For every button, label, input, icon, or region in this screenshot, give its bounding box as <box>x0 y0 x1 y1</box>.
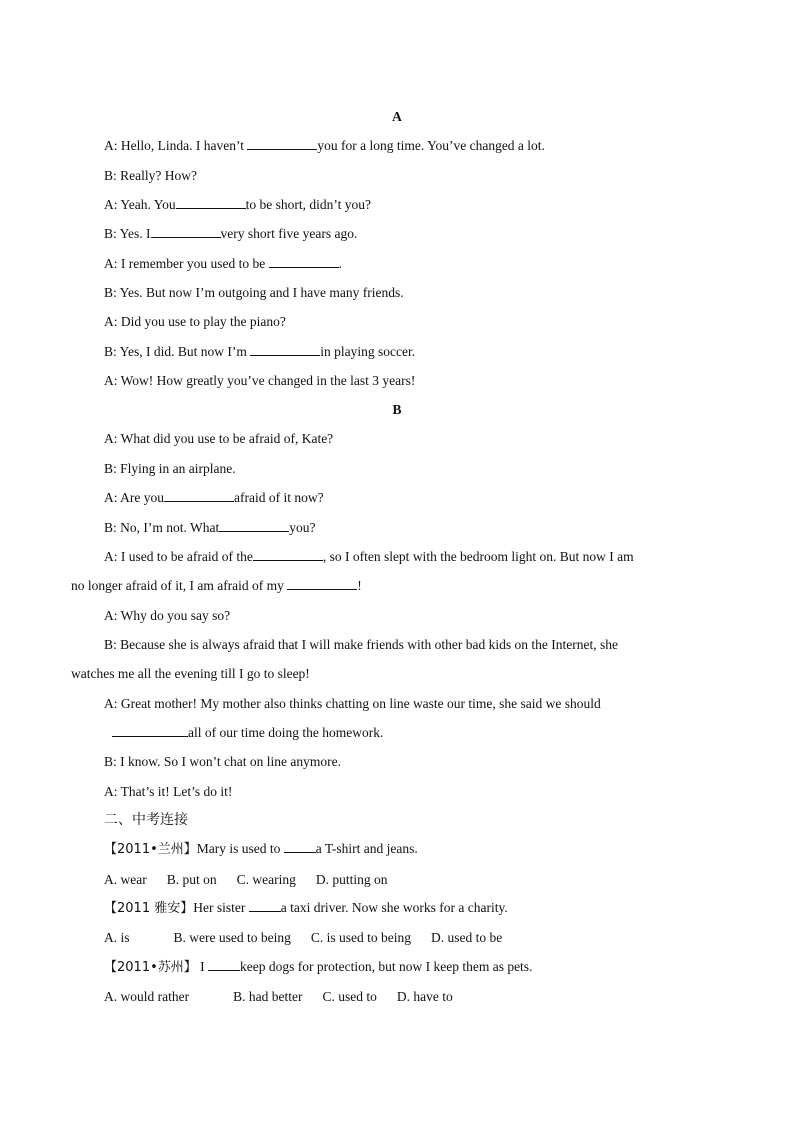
option-d[interactable]: D. putting on <box>315 872 388 887</box>
question-text: Mary is used to <box>196 841 284 856</box>
question-source: 【2011 雅安】 <box>104 901 194 916</box>
dialogue-text: to be short, didn’t you? <box>245 197 372 212</box>
dialogue-line: A: That’s it! Let’s do it! <box>104 784 233 799</box>
dialogue-text: . <box>338 256 342 271</box>
dialogue-text: very short five years ago. <box>220 226 358 241</box>
dialogue-line <box>104 489 324 507</box>
fill-blank[interactable] <box>250 343 320 356</box>
dialogue-text: A: Yeah. You <box>104 197 176 212</box>
dialogue-line: A: Did you use to play the piano? <box>104 314 286 329</box>
dialogue-text: you? <box>289 520 316 535</box>
question-2 <box>104 899 508 918</box>
dialogue-line: watches me all the evening till I go to sleep! <box>71 666 310 681</box>
fill-blank[interactable] <box>253 548 323 561</box>
fill-blank[interactable] <box>247 137 317 150</box>
dialogue-line <box>104 343 415 361</box>
dialogue-line: B: Yes. But now I’m outgoing and I have many friends. <box>104 285 404 300</box>
dialogue-line <box>104 137 545 155</box>
question-1 <box>104 840 418 859</box>
option-a[interactable]: A. would rather <box>104 989 190 1004</box>
dialogue-line <box>71 577 362 595</box>
fill-blank[interactable] <box>269 255 339 268</box>
dialogue-text: B: No, I’m not. What <box>104 520 220 535</box>
section-a-heading: A <box>392 109 402 124</box>
dialogue-text: no longer afraid of it, I am afraid of my <box>71 578 288 593</box>
dialogue-text: , so I often slept with the bedroom light on. But now I am <box>322 549 634 564</box>
question-2-options <box>104 929 502 947</box>
dialogue-text: A: Hello, Linda. I haven’t <box>104 138 248 153</box>
option-a[interactable]: A. wear <box>104 872 147 887</box>
option-b[interactable]: B. put on <box>166 872 217 887</box>
fill-blank[interactable] <box>164 489 234 502</box>
dialogue-text: ! <box>357 578 362 593</box>
option-d[interactable]: D. have to <box>396 989 453 1004</box>
option-c[interactable]: C. wearing <box>236 872 296 887</box>
dialogue-text: you for a long time. You’ve changed a lot. <box>317 138 545 153</box>
fill-blank[interactable] <box>151 225 221 238</box>
question-source: 【2011•兰州】 <box>104 842 197 857</box>
fill-blank[interactable] <box>284 840 316 853</box>
fill-blank[interactable] <box>176 196 246 209</box>
question-source: 【2011•苏州】 <box>104 960 197 975</box>
dialogue-line: B: Flying in an airplane. <box>104 461 236 476</box>
dialogue-line <box>112 724 383 742</box>
dialogue-text: in playing soccer. <box>320 344 416 359</box>
dialogue-line: B: I know. So I won’t chat on line anymore. <box>104 754 341 769</box>
question-text: I <box>196 959 209 974</box>
option-b[interactable]: B. had better <box>233 989 303 1004</box>
option-d[interactable]: D. used to be <box>431 930 503 945</box>
dialogue-text: B: Yes. I <box>104 226 151 241</box>
section-b-heading: B <box>392 402 402 417</box>
option-a[interactable]: A. is <box>104 930 130 945</box>
fill-blank[interactable] <box>112 724 188 737</box>
question-text: a T-shirt and jeans. <box>315 841 418 856</box>
option-c[interactable]: C. used to <box>322 989 377 1004</box>
fill-blank[interactable] <box>208 958 240 971</box>
dialogue-line: A: Wow! How greatly you’ve changed in the last 3 years! <box>104 373 416 388</box>
dialogue-line <box>104 196 371 214</box>
question-text: a taxi driver. Now she works for a charity. <box>280 900 508 915</box>
dialogue-text: afraid of it now? <box>234 490 324 505</box>
dialogue-line: A: What did you use to be afraid of, Kate? <box>104 431 334 446</box>
fill-blank[interactable] <box>249 899 281 912</box>
section-two-heading: 二、中考连接 <box>104 812 188 828</box>
dialogue-text: A: I remember you used to be <box>104 256 269 271</box>
dialogue-line <box>104 519 316 537</box>
dialogue-text: A: I used to be afraid of the <box>104 549 253 564</box>
option-b[interactable]: B. were used to being <box>173 930 291 945</box>
dialogue-text: A: Are you <box>104 490 164 505</box>
fill-blank[interactable] <box>219 519 289 532</box>
question-text: Her sister <box>193 900 249 915</box>
dialogue-line: A: Great mother! My mother also thinks chatting on line waste our time, she said we should <box>104 696 601 711</box>
dialogue-text: all of our time doing the homework. <box>188 725 384 740</box>
dialogue-line <box>104 255 342 273</box>
fill-blank[interactable] <box>287 577 357 590</box>
dialogue-text: B: Yes, I did. But now I’m <box>104 344 251 359</box>
question-1-options <box>104 871 388 889</box>
dialogue-line <box>104 548 722 566</box>
question-text: keep dogs for protection, but now I keep them as pets. <box>240 959 533 974</box>
dialogue-line: A: Why do you say so? <box>104 608 231 623</box>
option-c[interactable]: C. is used to being <box>310 930 411 945</box>
question-3-options <box>104 988 453 1006</box>
dialogue-line <box>104 225 357 243</box>
dialogue-line: B: Really? How? <box>104 168 197 183</box>
question-3 <box>104 958 532 977</box>
dialogue-line: B: Because she is always afraid that I will make friends with other bad kids on the Internet, she <box>104 637 618 652</box>
